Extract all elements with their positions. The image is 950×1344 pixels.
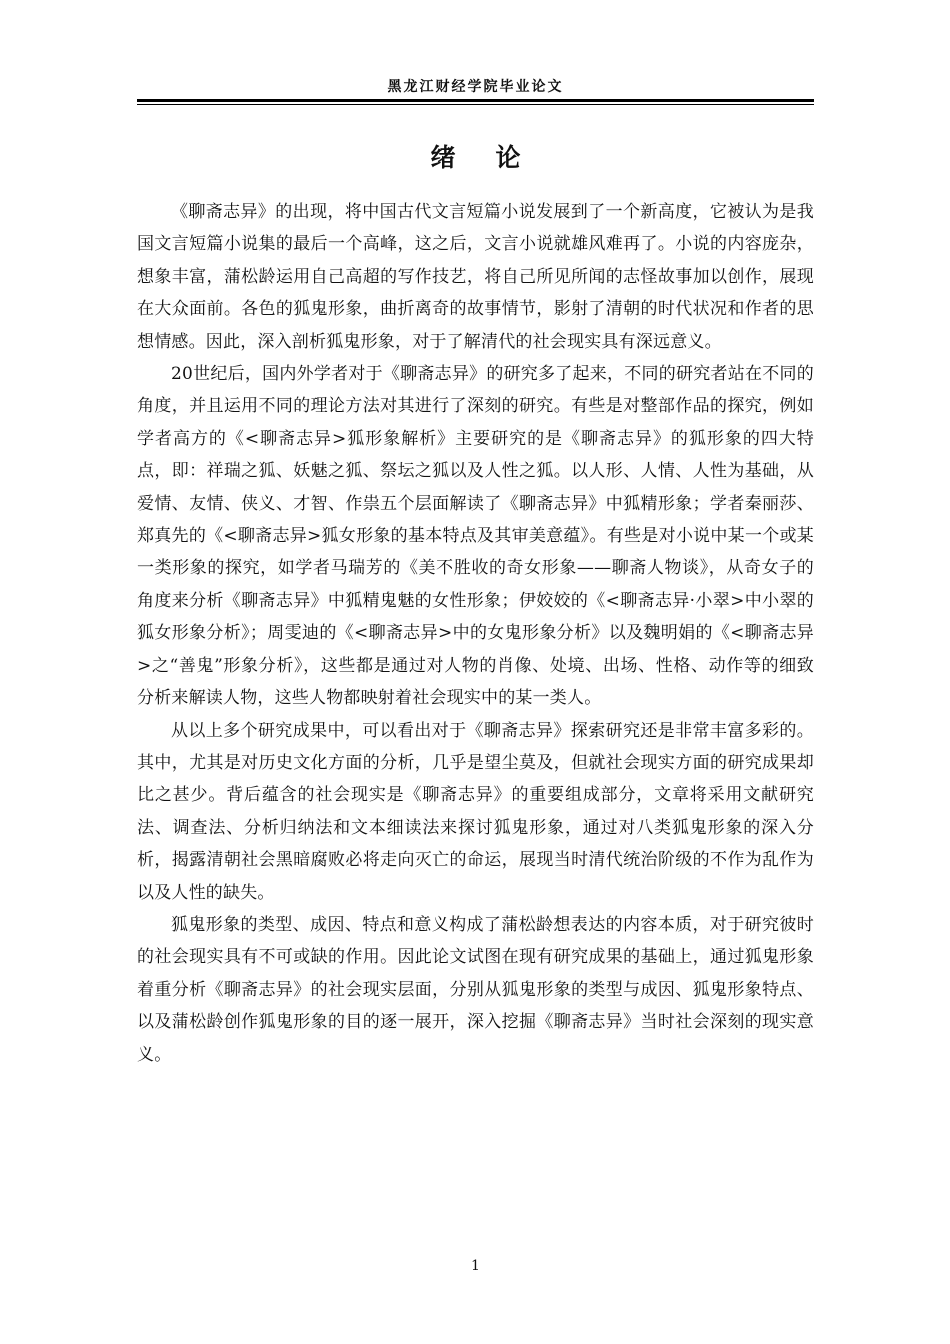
page-title: 绪论 xyxy=(430,143,561,172)
page-number: 1 xyxy=(471,1258,480,1274)
body-text xyxy=(137,196,814,1071)
paragraph: 《聊斋志异》的出现，将中国古代文言短篇小说发展到了一个新高度，它被认为是我国文言短篇小说集的最后一个高峰，这之后，文言小说就雄风难再了。小说的内容庞杂，想象丰富，蒲松龄运用自己高超的写作技艺，将自己所见所闻的志怪故事加以创作，展现在大众面前。各色的狐鬼形象，曲折离奇的故事情节，影射了清朝的时代状况和作者的思想情感。因此，深入剖析狐鬼形象，对于了解清代的社会现实具有深远意义。 xyxy=(137,202,814,352)
paragraph: 20世纪后，国内外学者对于《聊斋志异》的研究多了起来，不同的研究者站在不同的角度，并且运用不同的理论方法对其进行了深刻的研究。有些是对整部作品的探究，例如学者高方的《<聊斋志异>狐形象解析》主要研究的是《聊斋志异》的狐形象的四大特点，即：祥瑞之狐、妖魅之狐、祭坛之狐以及人性之狐。以人形、人情、人性为基础，从爱情、友情、侠义、才智、作祟五个层面解读了《聊斋志异》中狐精形象；学者秦丽莎、郑真先的《<聊斋志异>狐女形象的基本特点及其审美意蕴》。有些是对小说中某一个或某一类形象的探究，如学者马瑞芳的《美不胜收的奇女形象——聊斋人物谈》，从奇女子的角度来分析《聊斋志异》中狐精鬼魅的女性形象；伊姣姣的《<聊斋志异·小翠>中小翠的狐女形象分析》；周雯迪的《<聊斋志异>中的女鬼形象分析》以及魏明娟的《<聊斋志异>之“善鬼”形象分析》，这些都是通过对人物的肖像、处境、出场、性格、动作等的细致分析来解读人物，这些人物都映射着社会现实中的某一类人。 xyxy=(137,364,814,709)
paragraph: 从以上多个研究成果中，可以看出对于《聊斋志异》探索研究还是非常丰富多彩的。其中，尤其是对历史文化方面的分析，几乎是望尘莫及，但就社会现实方面的研究成果却比之甚少。背后蕴含的社会现实是《聊斋志异》的重要组成部分，文章将采用文献研究法、调查法、分析归纳法和文本细读法来探讨狐鬼形象，通过对八类狐鬼形象的深入分析，揭露清朝社会黑暗腐败必将走向灭亡的命运，展现当时清代统治阶级的不作为乱作为以及人性的缺失。 xyxy=(137,720,814,903)
paragraph: 狐鬼形象的类型、成因、特点和意义构成了蒲松龄想表达的内容本质，对于研究彼时的社会现实具有不可或缺的作用。因此论文试图在现有研究成果的基础上，通过狐鬼形象着重分析《聊斋志异》的社会现实层面，分别从狐鬼形象的类型与成因、狐鬼形象特点、以及蒲松龄创作狐鬼形象的目的逐一展开，深入挖掘《聊斋志异》当时社会深刻的现实意义。 xyxy=(137,914,814,1065)
running-header: 黑龙江财经学院毕业论文 xyxy=(387,79,564,95)
header-rule-thin xyxy=(137,104,814,105)
header-rule-thick xyxy=(137,99,814,102)
